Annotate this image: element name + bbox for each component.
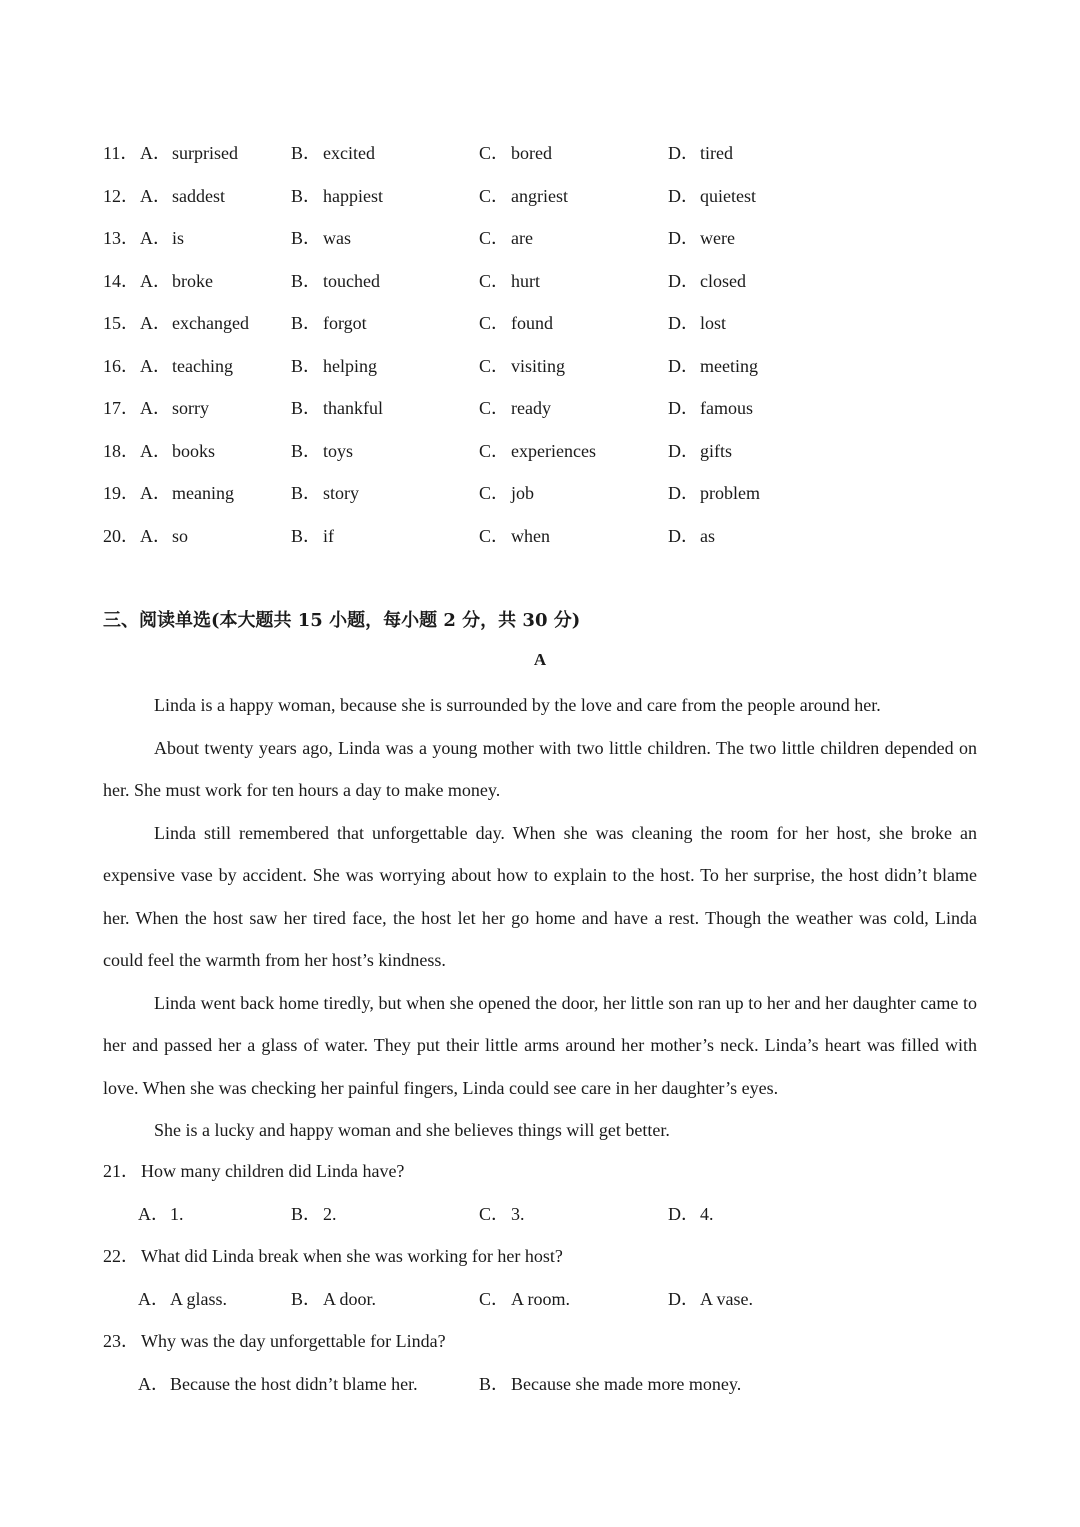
choice-b: B． 2. — [291, 1203, 337, 1224]
option-row — [103, 175, 963, 218]
option-b: B． thankful — [291, 398, 383, 418]
choice-row — [103, 1193, 977, 1236]
option-b: B． helping — [291, 355, 377, 376]
option-b: B． was — [291, 228, 351, 248]
question-number: 23． — [103, 1331, 139, 1351]
question-number: 14． — [103, 270, 139, 291]
passage-paragraph: Linda went back home tiredly, but when she opened the door, her little son ran up to her and her daughter came to her and passed her a glass of water. They put their little arms around her mother’s neck. Linda’s heart was filled with love. When she was checking her painful fingers, Linda could see care in her daughter’s eyes. — [103, 992, 977, 1098]
question-number: 16． — [103, 355, 139, 376]
option-d: D．as — [668, 525, 715, 546]
choice-a: A．1. — [138, 1203, 184, 1224]
question-number: 11． — [103, 143, 139, 163]
question-number: 17． — [103, 398, 139, 418]
cloze-options — [103, 132, 963, 557]
passage-paragraph: Linda still remembered that unforgettable day. When she was cleaning the room for her host, she broke an expensive vase by accident. She was worrying about how to explain to the host. To her surprise, the host didn’t blame her. When the host saw her tired face, the host let her go home and have a rest. Though the weather was cold, Linda could feel the warmth from her host’s kindness. — [103, 822, 977, 970]
option-b: B． excited — [291, 143, 375, 163]
option-row — [103, 515, 963, 558]
option-a: A．books — [140, 440, 216, 461]
option-a: A．so — [140, 525, 189, 546]
option-row — [103, 217, 963, 260]
option-c: C． bored — [479, 143, 552, 163]
option-row — [103, 345, 963, 388]
option-b: B． touched — [291, 270, 380, 291]
choice-d: D．A vase. — [668, 1288, 753, 1309]
choice-d: D．4. — [668, 1203, 714, 1224]
option-b: B． if — [291, 525, 334, 546]
option-c: C． angriest — [479, 185, 568, 206]
passage-paragraph: Linda is a happy woman, because she is surrounded by the love and care from the people around her. — [154, 695, 881, 715]
question-number: 15． — [103, 313, 139, 333]
option-b: B． story — [291, 483, 359, 503]
question-text: What did Linda break when she was working for her host? — [141, 1246, 563, 1266]
question-number: 18． — [103, 440, 139, 461]
question-text: Why was the day unforgettable for Linda? — [141, 1331, 446, 1351]
choice-b: B． Because she made more money. — [479, 1373, 742, 1394]
option-row — [103, 387, 963, 430]
question-stem — [103, 1320, 977, 1363]
option-d: D．tired — [668, 143, 733, 163]
option-c: C． job — [479, 483, 535, 503]
question-21 — [103, 1150, 977, 1235]
option-c: C． experiences — [479, 440, 596, 461]
option-c: C． visiting — [479, 355, 566, 376]
question-22 — [103, 1235, 977, 1320]
option-d: D．closed — [668, 270, 746, 291]
option-b: B． forgot — [291, 313, 367, 333]
option-c: C． hurt — [479, 270, 540, 291]
option-d: D．gifts — [668, 440, 733, 461]
question-text: How many children did Linda have? — [141, 1161, 405, 1181]
question-number: 21． — [103, 1161, 139, 1181]
question-23 — [103, 1320, 977, 1405]
option-a: A．broke — [140, 270, 213, 291]
choice-a: A．A glass. — [138, 1288, 228, 1309]
question-stem — [103, 1235, 977, 1278]
question-number: 22． — [103, 1246, 139, 1266]
section-title: 三、阅读单选(本大题共 15 小题，每小题 2 分，共 30 分) — [103, 610, 581, 631]
option-d: D．lost — [668, 313, 727, 333]
question-stem — [103, 1150, 977, 1193]
reading-passage — [103, 684, 977, 1152]
passage-paragraph: She is a lucky and happy woman and she believes things will get better. — [154, 1120, 670, 1140]
passage-paragraph: About twenty years ago, Linda was a young mother with two little children. The two little children depended on her. She must work for ten hours a day to make money. — [103, 737, 977, 800]
choice-row — [103, 1363, 977, 1406]
option-row — [103, 430, 963, 473]
option-d: D．were — [668, 228, 735, 248]
option-d: D．problem — [668, 483, 760, 503]
option-row — [103, 132, 963, 175]
option-a: A．sorry — [140, 398, 209, 418]
option-c: C． are — [479, 228, 533, 248]
choice-c: C． A room. — [479, 1288, 571, 1309]
option-row — [103, 260, 963, 303]
choice-a: A．Because the host didn’t blame her. — [138, 1373, 418, 1394]
question-number: 13． — [103, 228, 139, 248]
question-number: 19． — [103, 483, 139, 503]
passage-letter: A — [533, 650, 547, 669]
option-a: A．teaching — [140, 355, 233, 376]
option-row — [103, 302, 963, 345]
option-b: B． happiest — [291, 185, 383, 206]
choice-row — [103, 1278, 977, 1321]
option-c: C． found — [479, 313, 553, 333]
option-a: A．surprised — [140, 143, 238, 163]
option-d: D．famous — [668, 398, 753, 418]
choice-b: B． A door. — [291, 1288, 377, 1309]
choice-c: C． 3. — [479, 1203, 525, 1224]
option-d: D．quietest — [668, 185, 756, 206]
option-b: B． toys — [291, 440, 354, 461]
option-a: A．meaning — [140, 483, 234, 503]
option-c: C． ready — [479, 398, 551, 418]
option-a: A．exchanged — [140, 313, 249, 333]
option-c: C． when — [479, 525, 550, 546]
option-a: A．saddest — [140, 185, 225, 206]
option-row — [103, 472, 963, 515]
question-number: 20． — [103, 525, 139, 546]
option-d: D．meeting — [668, 355, 758, 376]
option-a: A．is — [140, 228, 185, 248]
question-number: 12． — [103, 185, 139, 206]
